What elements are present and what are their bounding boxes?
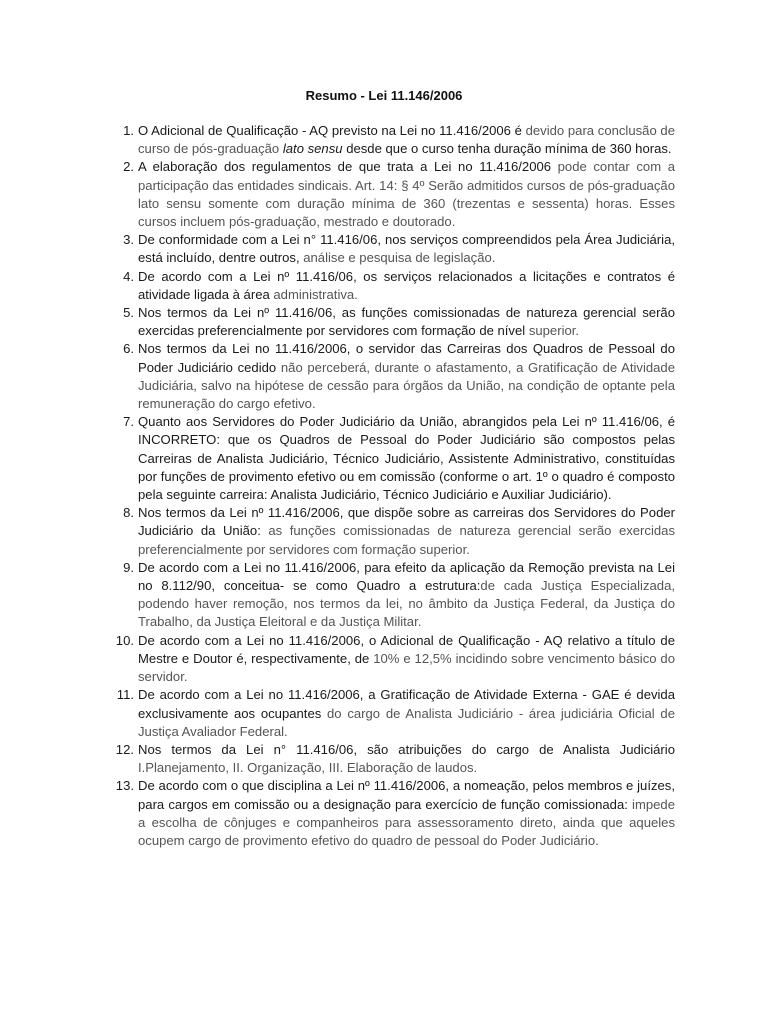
list-item-number: 6. — [123, 341, 134, 357]
list-item-answer: do cargo de Analista Judiciário - área judiciária Oficial de Justiça Avaliador Federal. — [138, 705, 675, 739]
list-item-number: 4. — [123, 268, 134, 284]
list-item — [108, 231, 675, 267]
list-item-answer: devido para conclusão de curso de pós-graduação — [138, 123, 675, 157]
list-item-text: A elaboração dos regulamentos de que trata a Lei no 11.416/2006 — [138, 159, 552, 175]
list-item-number: 1. — [123, 123, 134, 138]
list-item-text: Nos termos da Lei no 11.416/2006, o servidor das Carreiras dos Quadros de Pessoal do Poder Judiciário cedido — [138, 341, 675, 375]
list-item — [108, 559, 675, 632]
list-item-answer: superior. — [525, 323, 580, 339]
list-item-text: Nos termos da Lei nº 11.416/06, as funções comissionadas de natureza gerencial serão exercidas preferencialmente por servidores com formação de nível — [138, 305, 675, 339]
list-item-text-end: desde que o curso tenha duração mínima de 360 horas. — [342, 141, 672, 157]
list-item-text: De acordo com a Lei nº 11.416/06, os serviços relacionados a licitações e contratos é atividade ligada à área — [138, 268, 675, 302]
list-item-number: 2. — [123, 159, 134, 175]
list-item-text: De acordo com a Lei no 11.416/2006, o Adicional de Qualificação - AQ relativo a título de Mestre e Doutor é, respectivamente, de — [138, 632, 675, 666]
list-item — [108, 268, 675, 304]
list-item — [108, 686, 675, 741]
list-item-text: Nos termos da Lei n° 11.416/06, são atribuições do cargo de Analista Judiciário — [138, 741, 675, 757]
list-item-number: 8. — [123, 505, 134, 521]
list-item-answer: I.Planejamento, II. Organização, III. Elaboração de laudos. — [138, 760, 478, 776]
list-item-number: 10. — [115, 632, 134, 648]
list-item — [108, 304, 675, 340]
document-title: Resumo - Lei 11.146/2006 — [305, 88, 463, 103]
list-item — [108, 158, 675, 231]
list-item-text: O Adicional de Qualificação - AQ previsto na Lei no 11.416/2006 é — [138, 123, 522, 138]
list-item-answer: pode contar com a participação das entidades sindicais. Art. 14: § 4º Serão admitidos cursos de pós-graduação lato sensu somente com duração mínima de 360 (trezentas e sessenta) horas. Esses cursos incluem pós-graduação, mestrado e doutorado. — [138, 159, 675, 230]
list-item — [108, 340, 675, 413]
list-item-answer: não perceberá, durante o afastamento, a Gratificação de Atividade Judiciária, salvo na hipótese de cessão para órgãos da União, na condição de optante pela remuneração do cargo efetivo. — [138, 359, 675, 412]
list-item-text: Nos termos da Lei nº 11.416/2006, que dispõe sobre as carreiras dos Servidores do Poder Judiciário da União: — [138, 505, 675, 539]
list-item-answer: 10% e 12,5% incidindo sobre vencimento básico do servidor. — [138, 650, 676, 685]
list-item-number: 12. — [115, 741, 134, 757]
list-item-number: 7. — [123, 414, 134, 430]
list-item-italic: lato sensu — [282, 141, 343, 157]
list-item — [108, 632, 675, 687]
list-item-answer: de cada Justiça Especializada, podendo haver remoção, nos termos da lei, no âmbito da Justiça Federal, da Justiça do Trabalho, da Justiça Eleitoral e da Justiça Militar. — [138, 578, 676, 630]
list-item-answer: as funções comissionadas de natureza gerencial serão exercidas preferencialmente por servidores com formação superior. — [138, 523, 675, 557]
list-item-answer: impede a escolha de cônjuges e companheiros para assessoramento direto, ainda que aqueles ocupem cargo de provimento efetivo do quadro de pessoal do Poder Judiciário. — [138, 796, 675, 848]
list-item-number: 13. — [115, 778, 134, 794]
list-item-text: Quanto aos Servidores do Poder Judiciário da União, abrangidos pela Lei nº 11.416/06, é INCORRETO: que os Quadros de Pessoal do Poder Judiciário são compostos pelas Carreiras de Analista Judiciário, Técnico Judiciário, Assistente Administrativo, constituídas por funções de provimento efetivo ou em comissão (conforme o art. 1º o quadro é composto pela seguinte carreira: Analista Judiciário, Técnico Judiciário e Auxiliar Judiciário). — [138, 414, 675, 503]
list-item-answer: análise e pesquisa de legislação. — [299, 250, 496, 266]
list-item — [108, 741, 675, 777]
list-item-text: De acordo com a Lei no 11.416/2006, para efeito da aplicação da Remoção prevista na Lei no 8.112/90, conceitua- se como Quadro a estrutura: — [138, 559, 675, 594]
list-item-number: 9. — [123, 559, 134, 575]
list-item-number: 3. — [123, 232, 134, 248]
list-item — [108, 122, 675, 158]
list-item — [108, 504, 675, 559]
summary-list — [108, 122, 675, 850]
list-item-text: De conformidade com a Lei n° 11.416/06, nos serviços compreendidos pela Área Judiciária, está incluído, dentre outros, — [138, 232, 675, 266]
list-item-text: De acordo com o que disciplina a Lei nº 11.416/2006, a nomeação, pelos membros e juízes, para cargos em comissão ou a designação para exercício de função comissionada: — [138, 778, 675, 812]
list-item-number: 5. — [123, 305, 134, 321]
list-item-text: De acordo com a Lei no 11.416/2006, a Gratificação de Atividade Externa - GAE é devida exclusivamente aos ocupantes — [138, 687, 675, 721]
list-item-answer: administrativa. — [269, 286, 358, 302]
list-item — [108, 413, 675, 504]
list-item — [108, 777, 675, 850]
list-item-number: 11. — [116, 687, 134, 703]
